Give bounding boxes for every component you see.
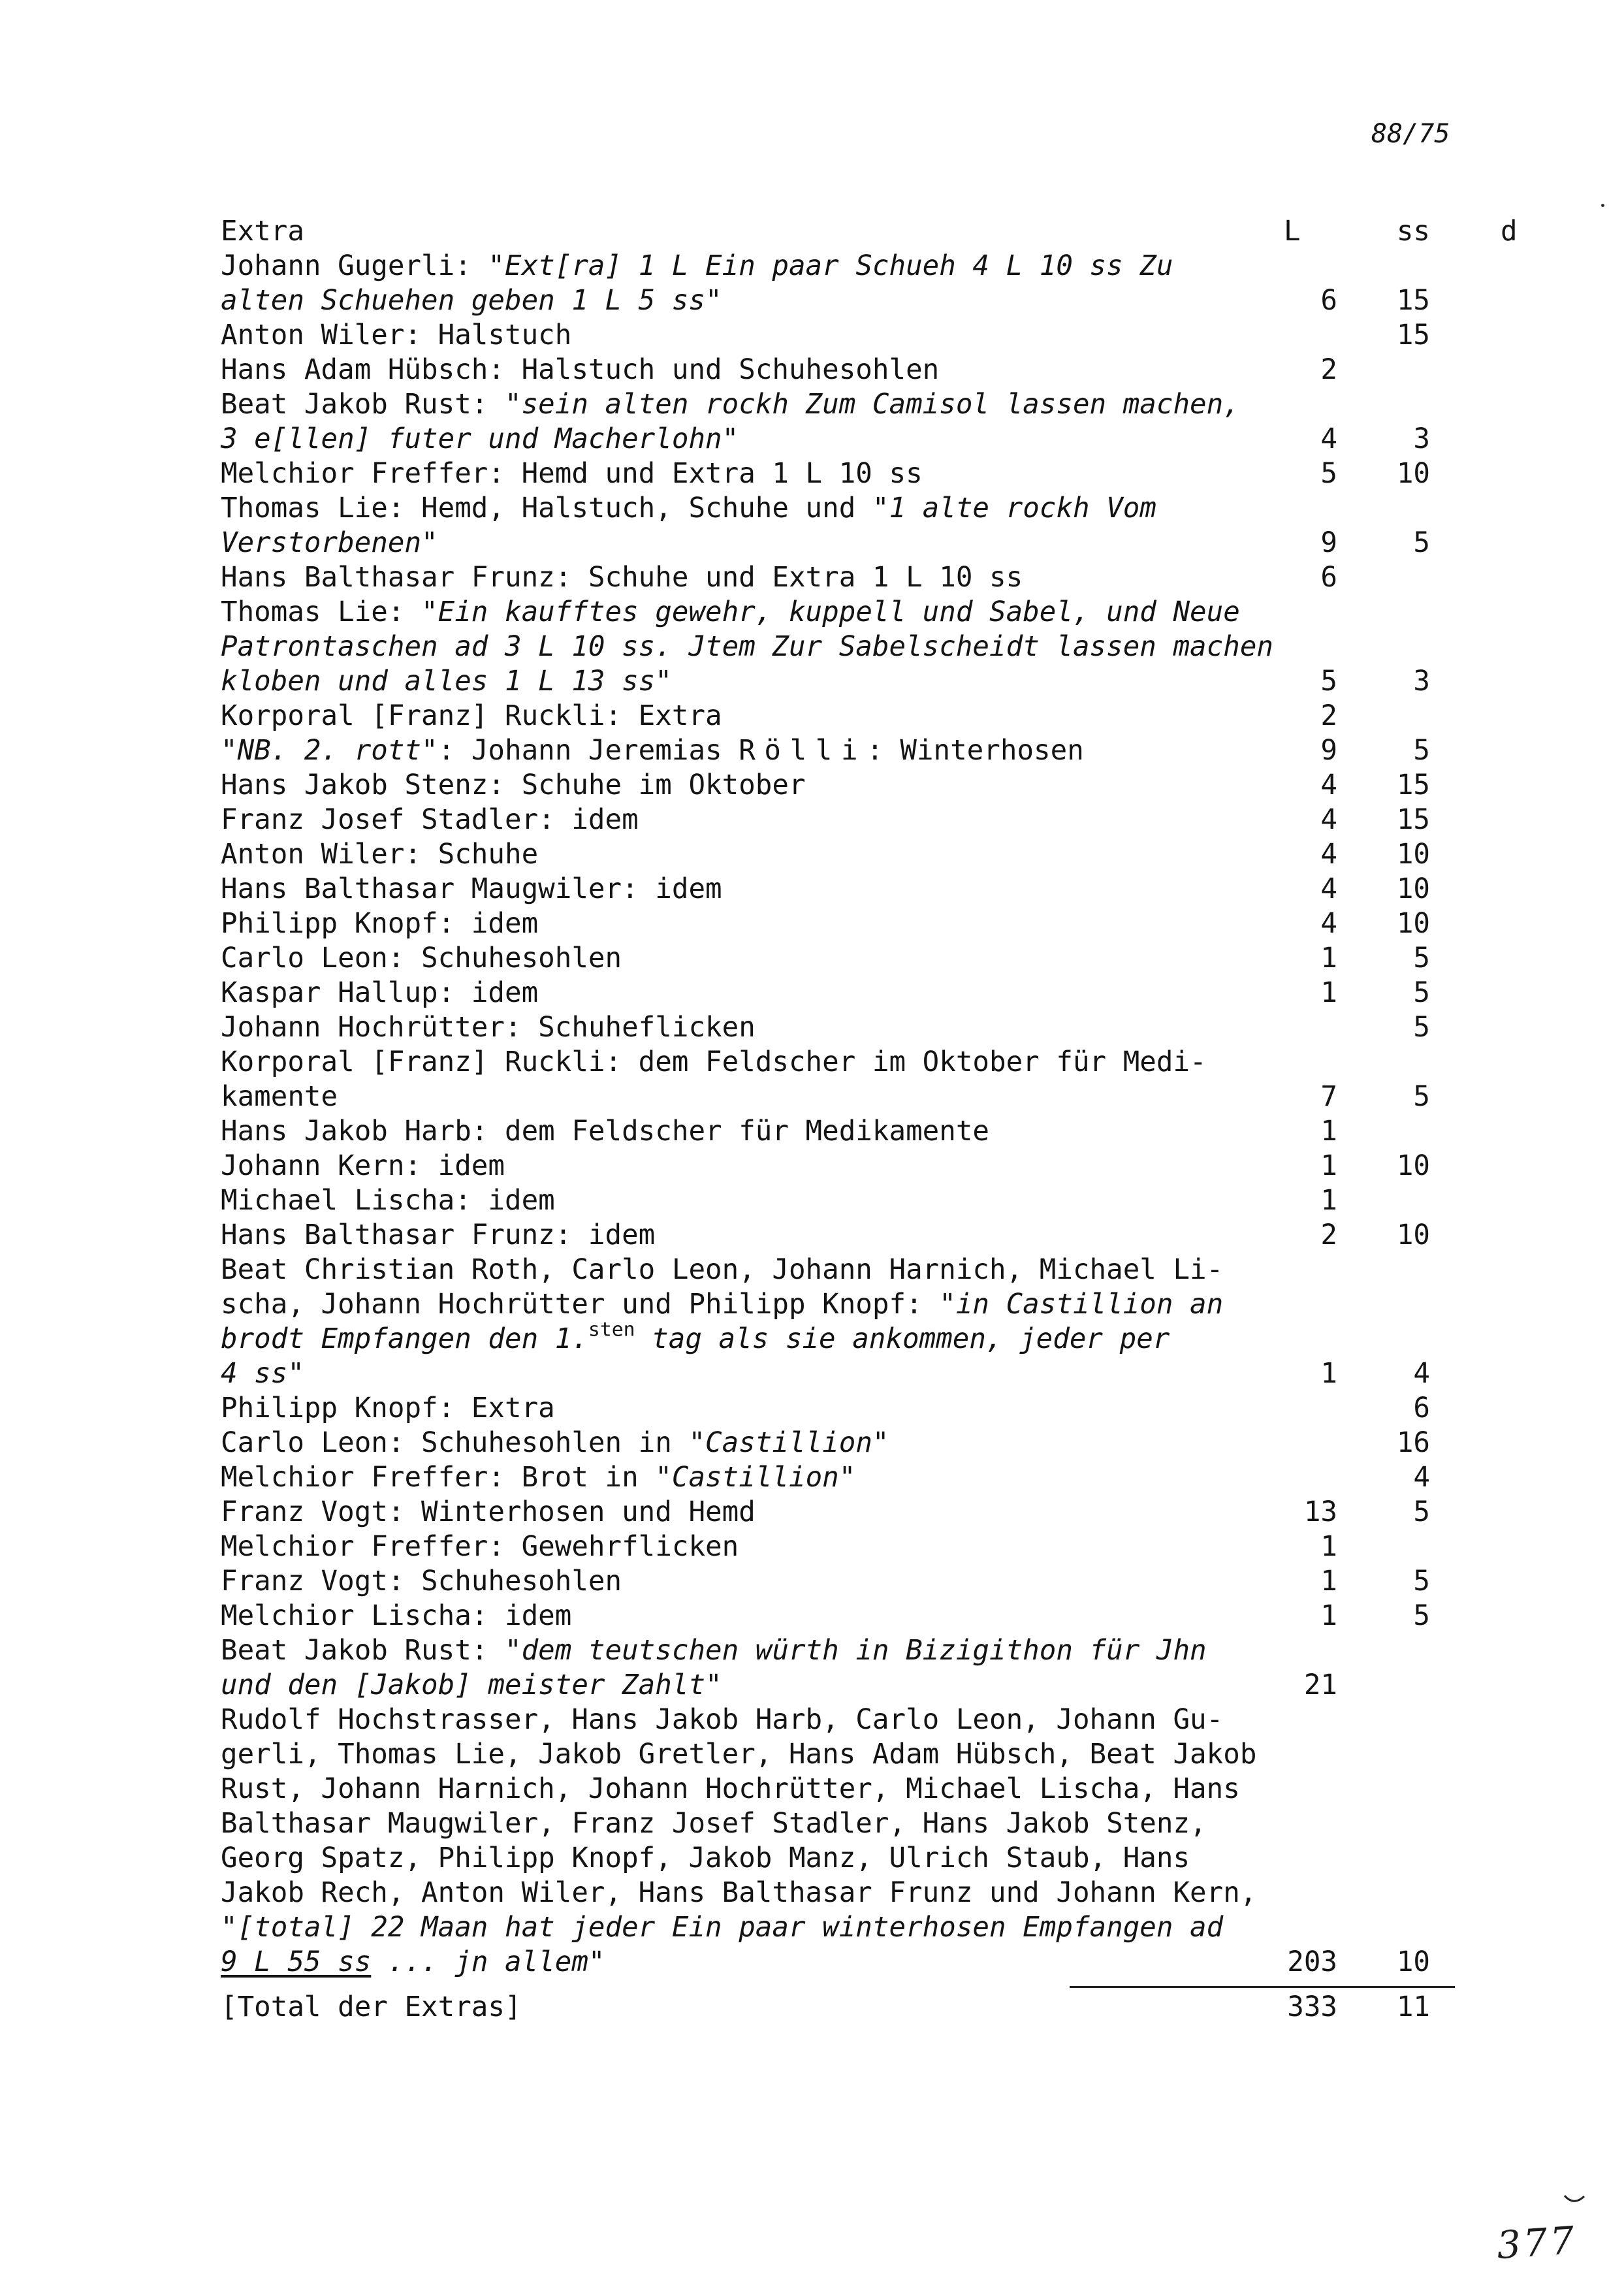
text-segment: Rudolf Hochstrasser, Hans Jakob Harb, Carlo Leon, Johann Gu- <box>221 1704 1224 1736</box>
amount-ss: 10 <box>1396 908 1430 940</box>
text-segment: alten Schuehen geben 1 L 5 ss" <box>221 285 722 317</box>
entry-text <box>221 1253 1223 1287</box>
text-segment: Johann Gugerli: <box>221 250 488 282</box>
amount-ss: 6 <box>1413 1392 1430 1424</box>
ledger-line <box>221 1045 1461 1080</box>
text-segment: Korporal [Franz] Ruckli: dem Feldscher im Oktober für Medi- <box>221 1046 1207 1078</box>
amount-l: 1 <box>1320 1565 1337 1597</box>
text-segment: Beat Jakob Rust: <box>221 1635 505 1667</box>
amount-l: 4 <box>1320 908 1337 940</box>
ledger-line <box>221 768 1461 803</box>
ledger-line <box>221 733 1461 768</box>
text-segment: Hans Jakob Harb: dem Feldscher für Medikamente <box>221 1115 990 1147</box>
amount-l: 1 <box>1320 977 1337 1009</box>
entry-text <box>221 1080 338 1114</box>
entry-text <box>221 1633 1207 1668</box>
text-segment: Korporal [Franz] Ruckli: Extra <box>221 700 722 732</box>
amount-l: 1 <box>1320 1185 1337 1217</box>
entry-text <box>221 422 739 457</box>
entry-text <box>221 976 538 1010</box>
entry-text <box>221 1183 555 1218</box>
amount-l: 203 <box>1287 1946 1337 1978</box>
text-segment: 9 L 55 ss <box>221 1946 372 1978</box>
amount-ss: 5 <box>1413 1600 1430 1632</box>
amount-ss: 15 <box>1396 804 1430 836</box>
column-header-ss: ss <box>1396 216 1430 248</box>
column-header-l: L <box>1284 216 1301 248</box>
text-segment: Melchior Lischa: idem <box>221 1600 572 1632</box>
entry-text <box>221 1841 1190 1876</box>
text-segment: Beat Jakob Rust: <box>221 389 505 421</box>
ledger-line <box>221 318 1461 353</box>
ledger-line <box>221 1460 1461 1495</box>
amount-ss: 5 <box>1413 1565 1430 1597</box>
amount-l: 5 <box>1320 665 1337 697</box>
text-segment: Hans Balthasar Maugwiler: idem <box>221 873 722 905</box>
text-segment: "Ein kaufftes gewehr, kuppell und Sabel, und Neue <box>421 596 1240 628</box>
entry-text <box>221 1356 304 1391</box>
text-segment: Hans Balthasar Frunz: idem <box>221 1219 656 1251</box>
ledger-line <box>221 1772 1461 1806</box>
amount-l: 5 <box>1320 458 1337 490</box>
ledger-line <box>221 699 1461 733</box>
text-segment: "in Castillion an <box>939 1289 1224 1321</box>
ledger-line <box>221 457 1461 491</box>
text-segment: "dem teutschen würth in Bizigithon für Jhn <box>504 1635 1207 1667</box>
amount-ss: 5 <box>1413 977 1430 1009</box>
entry-text <box>221 906 538 941</box>
ledger-line <box>221 1287 1461 1322</box>
total-label: [Total der Extras] <box>221 1991 522 2023</box>
text-segment: Melchior Freffer: Brot in <box>221 1462 656 1494</box>
text-segment: Melchior Freffer: Hemd und Extra 1 L 10 ss <box>221 458 923 490</box>
text-segment: ... jn allem" <box>371 1946 605 1978</box>
entry-text <box>221 387 1240 422</box>
ledger-line <box>221 872 1461 906</box>
ledger-line <box>221 526 1461 560</box>
text-segment: "sein alten rockh Zum Camisol lassen machen, <box>504 389 1240 421</box>
text-segment: Kaspar Hallup: idem <box>221 977 539 1009</box>
entry-text <box>221 1599 571 1633</box>
entry-text <box>221 1564 622 1599</box>
handwritten-folio: 377 <box>1495 2217 1579 2268</box>
section-title: Extra <box>221 216 304 248</box>
ledger-line <box>221 976 1461 1010</box>
entry-text <box>221 872 722 906</box>
amount-l: 1 <box>1320 1358 1337 1390</box>
amount-ss: 10 <box>1396 873 1430 905</box>
amount-l: 1 <box>1320 942 1337 974</box>
amount-ss: 3 <box>1413 423 1430 455</box>
amount-l: 9 <box>1320 527 1337 559</box>
entry-text <box>221 1460 855 1495</box>
ledger-line <box>221 1668 1461 1703</box>
text-segment: Philipp Knopf: idem <box>221 908 539 940</box>
ledger-line <box>221 353 1461 387</box>
entry-text <box>221 803 639 837</box>
text-segment: Jakob Rech, Anton Wiler, Hans Balthasar Frunz und Johann Kern, <box>221 1877 1257 1909</box>
text-segment: gerli, Thomas Lie, Jakob Gretler, Hans Adam Hübsch, Beat Jakob <box>221 1739 1257 1771</box>
entry-text <box>221 1876 1256 1910</box>
entry-text <box>221 1045 1207 1080</box>
amount-ss: 4 <box>1413 1358 1430 1390</box>
text-segment: Rust, Johann Harnich, Johann Hochrütter, Michael Lischa, Hans <box>221 1773 1240 1805</box>
amount-l: 21 <box>1303 1669 1337 1701</box>
text-segment: Franz Vogt: Winterhosen und Hemd <box>221 1496 756 1528</box>
text-segment: Hans Adam Hübsch: Halstuch und Schuhesohlen <box>221 354 940 386</box>
entry-text <box>221 1426 889 1460</box>
text-segment: Johann Kern: idem <box>221 1150 505 1182</box>
text-segment: Philipp Knopf: Extra <box>221 1392 555 1424</box>
text-segment: und den [Jakob] meister Zahlt" <box>221 1669 722 1701</box>
amount-ss: 10 <box>1396 839 1430 871</box>
text-segment: Johann Hochrütter: Schuheflicken <box>221 1012 756 1044</box>
entry-text <box>221 1010 756 1045</box>
amount-l: 1 <box>1320 1150 1337 1182</box>
entry-text <box>221 1910 1223 1945</box>
text-segment: kamente <box>221 1081 338 1113</box>
text-segment: Michael Lischa: idem <box>221 1185 555 1217</box>
amount-l: 2 <box>1320 354 1337 386</box>
text-segment: Hans Jakob Stenz: Schuhe im Oktober <box>221 769 806 801</box>
amount-l: 1 <box>1320 1531 1337 1563</box>
amount-l: 6 <box>1320 285 1337 317</box>
text-segment: Anton Wiler: Halstuch <box>221 319 572 351</box>
amount-l: 2 <box>1320 1219 1337 1251</box>
ledger-line <box>221 1010 1461 1045</box>
entry-text <box>221 1287 1223 1322</box>
ledger-line <box>221 283 1461 318</box>
amount-ss: 10 <box>1396 1946 1430 1978</box>
entry-text <box>221 664 672 699</box>
text-segment: 4 ss" <box>221 1358 304 1390</box>
ledger-line <box>221 1806 1461 1841</box>
text-segment: Carlo Leon: Schuhesohlen <box>221 942 622 974</box>
entry-text <box>221 595 1240 630</box>
text-segment: Carlo Leon: Schuhesohlen in <box>221 1427 689 1459</box>
ledger-line <box>221 1426 1461 1460</box>
ledger-line <box>221 1080 1461 1114</box>
total-l: 333 <box>1287 1991 1337 2023</box>
column-header-d: d <box>1501 216 1518 248</box>
entry-text <box>221 768 806 803</box>
amount-l: 1 <box>1320 1115 1337 1147</box>
amount-ss: 10 <box>1396 458 1430 490</box>
ledger-line <box>221 1391 1461 1426</box>
entry-text <box>221 630 1273 664</box>
ledger-line <box>221 1218 1461 1253</box>
amount-l: 4 <box>1320 423 1337 455</box>
ledger-line <box>221 1703 1461 1737</box>
handwritten-arc <box>1562 2193 1588 2207</box>
amount-ss: 15 <box>1396 769 1430 801</box>
text-segment: Thomas Lie: <box>221 596 422 628</box>
text-segment: Verstorbenen" <box>221 527 438 559</box>
entry-text <box>221 1149 505 1183</box>
entry-text <box>221 283 722 318</box>
ledger-line <box>221 1356 1461 1391</box>
entry-text <box>221 1737 1256 1772</box>
entry-text <box>221 353 939 387</box>
text-segment: "Castillion" <box>655 1462 856 1494</box>
entry-text <box>221 1495 756 1530</box>
entry-text <box>221 1945 605 1979</box>
amount-ss: 10 <box>1396 1219 1430 1251</box>
entry-text <box>221 1218 655 1253</box>
text-segment: Georg Spatz, Philipp Knopf, Jakob Manz, Ulrich Staub, Hans <box>221 1842 1190 1874</box>
amount-ss: 15 <box>1396 285 1430 317</box>
ledger-line <box>221 1841 1461 1876</box>
amount-l: 1 <box>1320 1600 1337 1632</box>
page-number: 88/75 <box>1371 119 1450 149</box>
text-segment: scha, Johann Hochrütter und Philipp Knopf: <box>221 1289 940 1321</box>
entry-text <box>221 837 538 872</box>
text-segment: Beat Christian Roth, Carlo Leon, Johann Harnich, Michael Li- <box>221 1254 1224 1286</box>
entry-text <box>221 457 923 491</box>
total-ss: 11 <box>1396 1991 1430 2023</box>
ledger-line <box>221 491 1461 526</box>
ledger-line <box>221 1253 1461 1287</box>
amount-l: 9 <box>1320 735 1337 767</box>
ledger-line <box>221 630 1461 664</box>
ledger-line <box>221 664 1461 699</box>
ledger-line <box>221 1318 1461 1356</box>
margin-dot <box>1601 204 1604 207</box>
ledger-line <box>221 1599 1461 1633</box>
amount-l: 4 <box>1320 769 1337 801</box>
ledger-line <box>221 1183 1461 1218</box>
superscript: sten <box>588 1318 635 1341</box>
amount-ss: 4 <box>1413 1462 1430 1494</box>
ledger-line <box>221 837 1461 872</box>
amount-l: 4 <box>1320 804 1337 836</box>
entry-text <box>221 1391 555 1426</box>
entry-text <box>221 318 571 353</box>
text-segment: Rölli <box>739 735 867 767</box>
amount-ss: 5 <box>1413 1081 1430 1113</box>
ledger-entries <box>221 249 1461 1979</box>
entry-text <box>221 1806 1207 1841</box>
entry-text <box>221 491 1156 526</box>
text-segment: : Johann Jeremias <box>438 735 739 767</box>
text-segment: 3 e[llen] futer und Macherlohn" <box>221 423 739 455</box>
text-segment: "Castillion" <box>688 1427 889 1459</box>
ledger-line <box>221 595 1461 630</box>
ledger-line <box>221 803 1461 837</box>
text-segment: Balthasar Maugwiler, Franz Josef Stadler, Hans Jakob Stenz, <box>221 1808 1207 1840</box>
total-row <box>221 1990 1461 2025</box>
entry-text <box>221 1114 989 1149</box>
amount-ss: 5 <box>1413 1012 1430 1044</box>
amount-ss: 5 <box>1413 1496 1430 1528</box>
ledger-line <box>221 1876 1461 1910</box>
text-segment: Patrontaschen ad 3 L 10 ss. Jtem Zur Sabelscheidt lassen machen <box>221 631 1273 663</box>
entry-text <box>221 526 438 560</box>
ledger-line <box>221 1149 1461 1183</box>
text-segment: Franz Josef Stadler: idem <box>221 804 639 836</box>
text-segment: "[total] 22 Maan hat jeder Ein paar winterhosen Empfangen ad <box>221 1912 1224 1944</box>
amount-ss: 5 <box>1413 527 1430 559</box>
sum-rule <box>1070 1986 1455 1988</box>
text-segment: brodt Empfangen den 1. <box>221 1323 588 1355</box>
entry-text <box>221 1530 739 1564</box>
amount-l: 13 <box>1303 1496 1337 1528</box>
ledger-line <box>221 1737 1461 1772</box>
ledger-header <box>221 214 1518 249</box>
ledger-line <box>221 1910 1461 1945</box>
ledger-line <box>221 387 1461 422</box>
text-segment: Franz Vogt: Schuhesohlen <box>221 1565 622 1597</box>
text-segment: Thomas Lie: Hemd, Halstuch, Schuhe und <box>221 492 872 524</box>
text-segment: Anton Wiler: Schuhe <box>221 839 539 871</box>
text-segment: tag als sie ankommen, jeder per <box>635 1323 1170 1355</box>
extras-ledger <box>221 214 1518 2025</box>
text-segment: : Winterhosen <box>867 735 1084 767</box>
entry-text <box>221 249 1173 283</box>
ledger-line <box>221 560 1461 595</box>
entry-text <box>221 1318 1170 1356</box>
text-segment: Hans Balthasar Frunz: Schuhe und Extra 1 L 10 ss <box>221 562 1023 594</box>
ledger-line <box>221 1114 1461 1149</box>
amount-l: 2 <box>1320 700 1337 732</box>
text-segment: Melchior Freffer: Gewehrflicken <box>221 1531 739 1563</box>
ledger-line <box>221 422 1461 457</box>
ledger-line <box>221 941 1461 976</box>
amount-ss: 15 <box>1396 319 1430 351</box>
text-segment: "Ext[ra] 1 L Ein paar Schueh 4 L 10 ss Zu <box>488 250 1173 282</box>
ledger-line <box>221 1530 1461 1564</box>
ledger-line <box>221 1945 1461 1979</box>
text-segment: "1 alte rockh Vom <box>872 492 1156 524</box>
entry-text <box>221 941 622 976</box>
amount-l: 4 <box>1320 839 1337 871</box>
ledger-line <box>221 906 1461 941</box>
amount-l: 4 <box>1320 873 1337 905</box>
amount-ss: 5 <box>1413 735 1430 767</box>
amount-l: 6 <box>1320 562 1337 594</box>
entry-text <box>221 1703 1223 1737</box>
entry-text <box>221 560 1023 595</box>
text-segment: kloben und alles 1 L 13 ss" <box>221 665 672 697</box>
entry-text <box>221 733 1084 768</box>
amount-ss: 5 <box>1413 942 1430 974</box>
entry-text <box>221 1668 722 1703</box>
entry-text <box>221 1772 1240 1806</box>
amount-ss: 10 <box>1396 1150 1430 1182</box>
ledger-line <box>221 1495 1461 1530</box>
text-segment: "NB. 2. rott" <box>221 735 438 767</box>
ledger-line <box>221 249 1461 283</box>
entry-text <box>221 699 722 733</box>
ledger-line <box>221 1633 1461 1668</box>
amount-l: 7 <box>1320 1081 1337 1113</box>
amount-ss: 3 <box>1413 665 1430 697</box>
amount-ss: 16 <box>1396 1427 1430 1459</box>
ledger-line <box>221 1564 1461 1599</box>
